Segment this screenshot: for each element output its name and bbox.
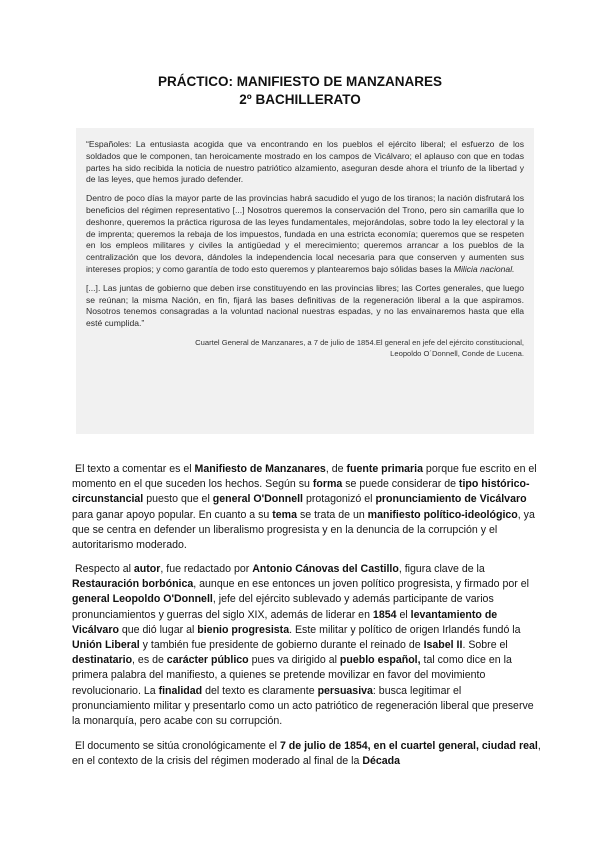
- bold-term: 7 de julio de 1854, en el cuartel general, ciudad real: [279, 740, 538, 752]
- bold-term: fuente primaria: [346, 463, 423, 475]
- text-run: El documento se sitúa cronológicamente el: [75, 740, 280, 752]
- bold-term: tipo histórico-circunstancial: [72, 478, 530, 506]
- manifesto-quote-box: [76, 128, 534, 434]
- bold-term: Unión Liberal: [72, 639, 140, 652]
- bold-term: bienio progresista: [197, 623, 290, 636]
- text-run: Respecto al: [75, 563, 134, 575]
- text-run: el: [396, 608, 411, 621]
- bold-term: levantamiento de Vicálvaro: [72, 608, 498, 636]
- commentary-paragraph-1: [72, 462, 542, 553]
- bold-term: autor: [133, 563, 161, 575]
- quote-paragraph-2-text: Dentro de poco días la mayor parte de las provincias habrá sacudido el yugo de los tiranos; la nación disfrutará los beneficios del régimen representativo [...] Nosotros queremos la conservación del Trono, pero sin camarilla que lo deshonre, queremos la práctica rigurosa de las leyes fundamentales, mejorándolas, sobre todo la ley electoral y la de imprenta; queremos la rebaja de los impuestos, fundada en una estricta economía; queremos que se respeten en los empleos militares y civiles la antigüedad y el merecimiento; queremos arrancar a los pueblos de la centralización que los devora, dándoles la independencia local necesaria para que conserven y aumenten sus intereses propios; y como garantía de todo esto queremos y plantearemos bajo sólidas bases la: [86, 193, 524, 274]
- text-run: para ganar apoyo popular. En cuanto a su: [72, 508, 273, 521]
- text-run: protagonizó el: [303, 493, 376, 506]
- commentary-paragraph-3: [72, 739, 542, 769]
- bold-term: Década: [362, 755, 401, 768]
- bold-term: carácter público: [166, 654, 249, 667]
- text-run: , en el contexto de la crisis del régimen moderado al final de la: [72, 740, 541, 768]
- text-run: : busca legitimar el pronunciamiento militar y presentarlo como un acto patriótico de regeneración liberal que preserve la monarquía, pero acabe con su corrupción.: [72, 684, 534, 728]
- bold-term: Antonio Cánovas del Castillo: [252, 563, 399, 575]
- bold-term: Isabel II: [423, 639, 463, 652]
- text-run: se trata de un: [297, 508, 368, 521]
- bold-term: pronunciamiento de Vicálvaro: [375, 493, 527, 506]
- quote-signature: [86, 337, 524, 359]
- text-run: , aunque en ese entonces un joven político progresista, y firmado por el: [193, 578, 529, 591]
- bold-term: persuasiva: [317, 684, 373, 697]
- page-title: PRÁCTICO: MANIFIESTO DE MANZANARES: [157, 74, 442, 89]
- text-run: . Sobre el: [462, 639, 508, 652]
- text-run: se puede considerar de: [342, 478, 459, 491]
- text-run: , figura clave de la: [398, 563, 485, 575]
- bold-term: 1854: [372, 608, 397, 621]
- text-run: pues va dirigido al: [248, 654, 340, 667]
- text-run: tal como dice en la primera palabra del manifiesto, a quienes se pretende movilizar en favor del movimiento revolucionario. La: [72, 654, 512, 697]
- signature-line-1: Cuartel General de Manzanares, a 7 de julio de 1854.El general en jefe del ejército constitucional,: [195, 337, 524, 347]
- paragraph-body: [72, 462, 542, 553]
- bold-term: finalidad: [158, 684, 203, 697]
- text-run: , es de: [132, 654, 167, 667]
- paragraph-body: [72, 562, 542, 729]
- quote-paragraph-3: [...]. Las juntas de gobierno que deben irse constituyendo en las provincias libres; las Cortes generales, que luego se reúnan; la misma Nación, en fin, fijará las bases definitivas de la regeneración liberal a la que aspiramos. Nosotros tenemos consagradas a la voluntad nacional nuestras espadas, y no las envainaremos hasta que ella esté cumplida.”: [86, 282, 524, 329]
- page-subtitle: 2º BACHILLERATO: [239, 92, 361, 107]
- text-run: porque fue escrito en el momento en el que suceden los hechos. Según su: [72, 463, 537, 491]
- text-run: , de: [325, 463, 347, 475]
- text-run: puesto que el: [143, 493, 213, 506]
- text-run: del texto es claramente: [202, 684, 318, 697]
- bold-term: destinatario: [72, 654, 133, 667]
- quote-paragraph-2: [86, 193, 524, 276]
- text-run: , fue redactado por: [160, 563, 253, 575]
- text-run: , jefe del ejército sublevado y además participante de varios pronunciamientos y guerras del siglo XIX, además de liderar en: [72, 593, 494, 621]
- quote-milicia-nacional: Milicia nacional.: [453, 263, 515, 274]
- bold-term: pueblo español,: [339, 654, 421, 667]
- quote-paragraph-1: “Españoles: La entusiasta acogida que va encontrando en los pueblos el ejército liberal; el esfuerzo de los soldados que le componen, tan heroicamente mostrado en los campos de Vicálvaro; el aplauso con que en todas partes ha sido recibida la noticia de nuestro patriótico alzamiento, aseguran desde ahora el triunfo de la libertad y de las leyes, que hemos jurado defender.: [86, 139, 524, 185]
- text-run: El texto a comentar es el: [75, 463, 195, 475]
- text-run: , ya que se centra en defender un liberalismo progresista y en la denuncia de la corrupción y el autoritarismo moderado.: [72, 508, 535, 552]
- bold-term: forma: [312, 478, 343, 491]
- bold-term: general O'Donnell: [212, 493, 303, 506]
- text-run: y también fue presidente de gobierno durante el reinado de: [139, 639, 424, 652]
- paragraph-body: [72, 739, 542, 769]
- signature-line-2: Leopoldo O´Donnell, Conde de Lucena.: [390, 348, 524, 358]
- commentary-paragraph-2: [72, 562, 542, 729]
- bold-term: Restauración borbónica: [72, 578, 194, 591]
- bold-term: Manifiesto de Manzanares: [194, 463, 326, 475]
- bold-term: manifiesto político-ideológico: [367, 508, 518, 521]
- text-run: . Este militar y político de origen Irlandés fundó la: [289, 623, 521, 636]
- text-run: que dió lugar al: [118, 623, 198, 636]
- bold-term: tema: [272, 508, 297, 521]
- bold-term: general Leopoldo O'Donnell: [72, 593, 213, 606]
